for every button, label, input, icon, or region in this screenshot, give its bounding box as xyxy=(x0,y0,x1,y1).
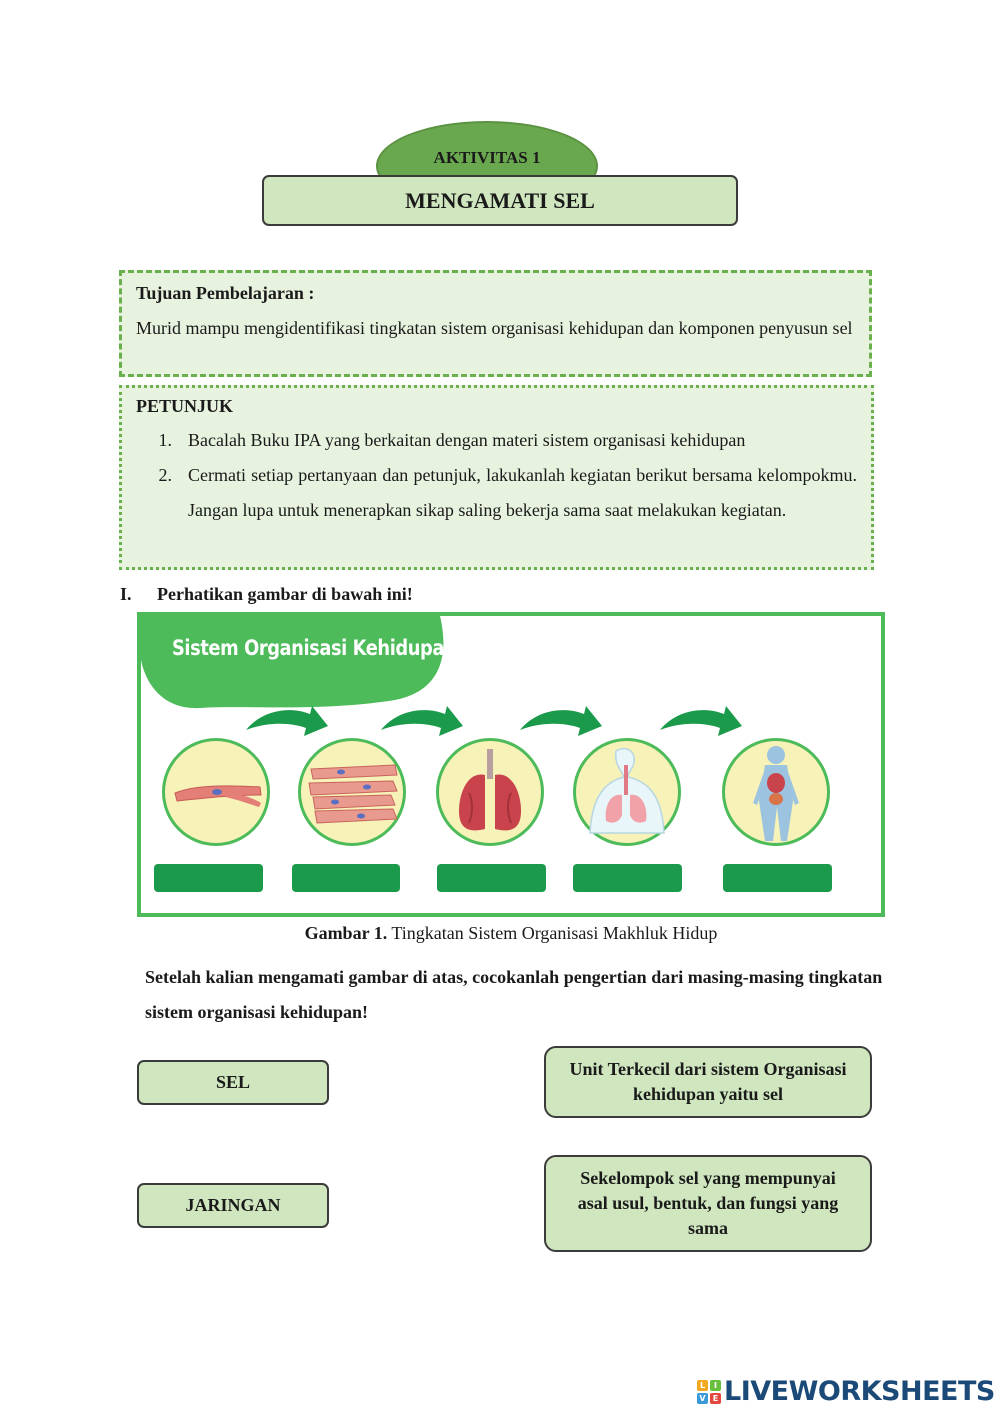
stage-cell xyxy=(162,738,270,846)
figure-caption-label: Gambar 1. xyxy=(304,923,388,943)
logo-text: LIVEWORKSHEETS xyxy=(724,1376,995,1407)
cell-icon xyxy=(165,741,267,843)
definition-2[interactable]: Sekelompok sel yang mempunyai asal usul, bentuk, dan fungsi yang sama xyxy=(544,1155,872,1252)
instructions-title: PETUNJUK xyxy=(136,396,234,416)
figure-banner-shape xyxy=(141,616,443,708)
list-item-number: 2. xyxy=(158,465,172,485)
stage-label-slot-2[interactable] xyxy=(292,864,400,892)
definition-1[interactable]: Unit Terkecil dari sistem Organisasi kehidupan yaitu sel xyxy=(544,1046,872,1118)
page-title: MENGAMATI SEL xyxy=(262,175,738,226)
arrow-icon xyxy=(520,706,602,736)
section-title: Perhatikan gambar di bawah ini! xyxy=(157,584,413,604)
liveworksheets-logo xyxy=(697,1376,995,1407)
list-item-text: Cermati setiap pertanyaan dan petunjuk, lakukanlah kegiatan berikut bersama kelompokmu. Jangan lupa untuk menerapkan sikap saling bekerja sama saat melakukan kegiatan. xyxy=(188,465,857,520)
term-sel[interactable]: SEL xyxy=(137,1060,329,1105)
arrow-icon xyxy=(381,706,463,736)
list-item-text: Bacalah Buku IPA yang berkaitan dengan materi sistem organisasi kehidupan xyxy=(188,430,746,450)
organism-icon xyxy=(725,741,827,843)
activity-label: AKTIVITAS 1 xyxy=(433,148,541,167)
stage-organ xyxy=(436,738,544,846)
stage-tissue xyxy=(298,738,406,846)
section-number: I. xyxy=(120,584,132,604)
stage-label-slot-3[interactable] xyxy=(437,864,546,892)
tissue-icon xyxy=(301,741,403,843)
list-item-number: 1. xyxy=(158,430,172,450)
stage-organ-system xyxy=(573,738,681,846)
figure-caption-text: Tingkatan Sistem Organisasi Makhluk Hidup xyxy=(387,923,718,943)
organ-system-icon xyxy=(576,741,678,843)
logo-icon: L I V E xyxy=(697,1380,721,1404)
arrow-icon xyxy=(246,706,328,736)
figure-banner-title: Sistem Organisasi Kehidupan xyxy=(172,636,457,660)
stage-label-slot-4[interactable] xyxy=(573,864,682,892)
stage-label-slot-5[interactable] xyxy=(723,864,832,892)
stage-organism xyxy=(722,738,830,846)
term-jaringan[interactable]: JARINGAN xyxy=(137,1183,329,1228)
learning-goal-title: Tujuan Pembelajaran : xyxy=(136,283,315,303)
organ-lungs-icon xyxy=(439,741,541,843)
learning-goal-text: Murid mampu mengidentifikasi tingkatan sistem organisasi kehidupan dan komponen penyusun sel xyxy=(136,318,853,338)
arrow-icon xyxy=(660,706,742,736)
figure-caption xyxy=(137,923,885,944)
matching-question: Setelah kalian mengamati gambar di atas, cocokanlah pengertian dari masing-masing tingkatan sistem organisasi kehidupan! xyxy=(145,967,883,1022)
stage-label-slot-1[interactable] xyxy=(154,864,263,892)
